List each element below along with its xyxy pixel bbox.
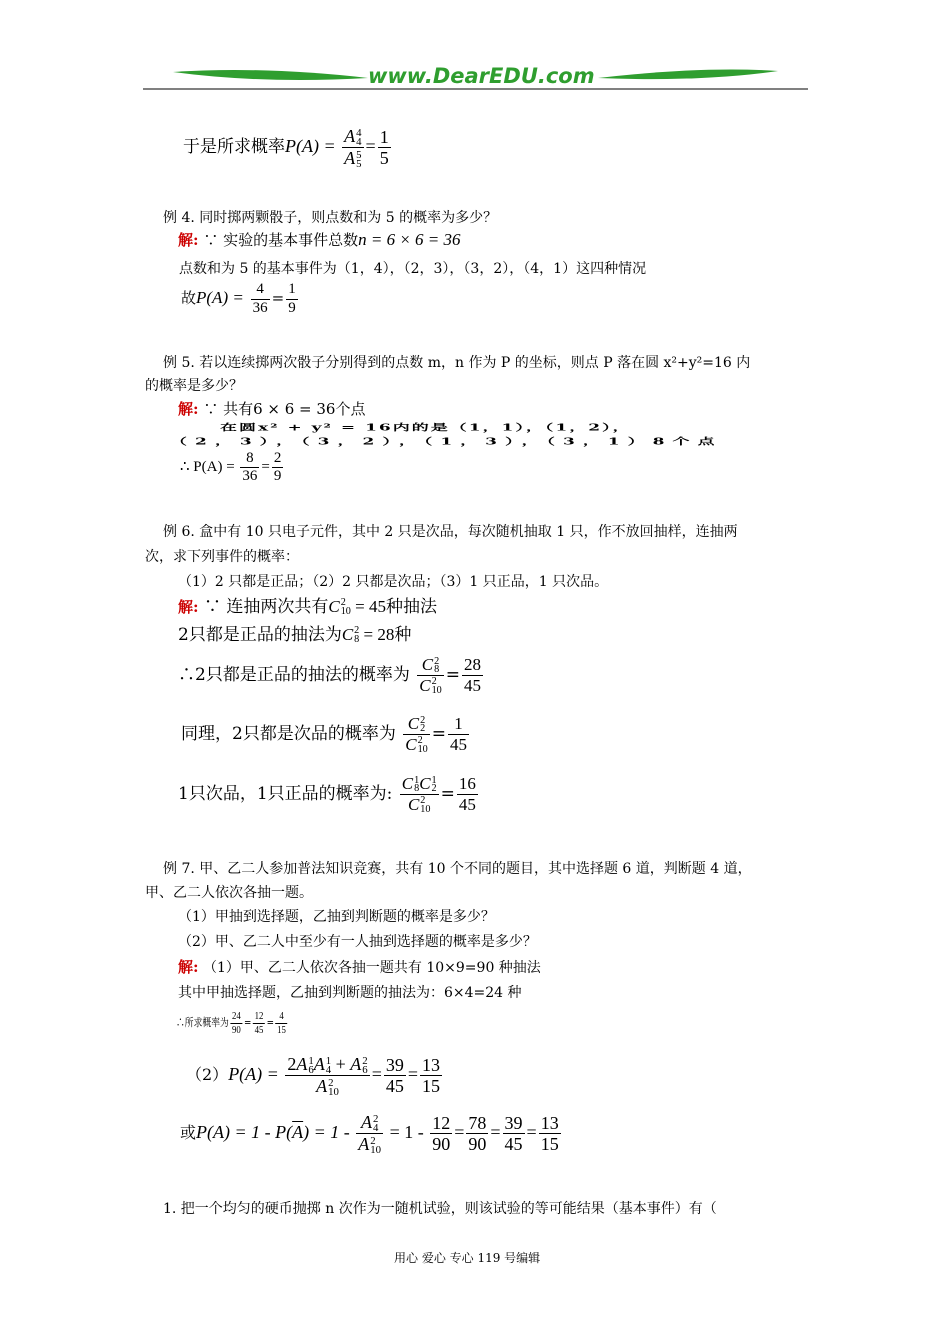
ex7-frac-line4: 2A 1 6 A 1 4 + A 2 6 A 2 10 — [287, 1054, 368, 1099]
ex7-frac-line4-3: $\frac{13}{15}$ — [422, 1054, 440, 1097]
ex7-question-1: 例 7. 甲、乙二人参加普法知识竞赛，共有 10 个不同的题目，其中选择题 6 道，判断题 4 道， — [163, 861, 752, 877]
ex5-question-2: 的概率是多少？ — [145, 378, 243, 394]
ex7-line5: 或$P(A) = 1 - P(\overline{A}) = 1$ - A 2 4 A 2 10 = 1 - $\frac{12}{90}$ = $\frac{78}{90}$ = $\frac{39}{45}$ = $\frac{13}{15}$ — [180, 1112, 559, 1157]
ex5-line4: ∴ P(A) = $\frac{8}{36}$ = $\frac{2}{9}$ — [180, 449, 282, 485]
ex7-sub-2: （2）甲、乙二人中至少有一人抽到选择题的概率是多少？ — [178, 934, 537, 950]
result-text: 于是所求概率 — [183, 137, 285, 157]
ex6-line3: ∴2只都是正品的抽法的概率为 C 2 8 C 2 10 = $\frac{28}{45}$ — [178, 655, 482, 697]
ex6-frac-line4: C 2 2 C 2 10 — [405, 714, 428, 756]
header-banner — [143, 62, 808, 92]
ex6-frac-line5: C 1 8 C 1 2 C 2 10 — [401, 774, 437, 816]
ex6-frac-line5-result: $\frac{16}{45}$ — [458, 774, 476, 814]
ex7-line4: （2）P(A) = 2A 1 6 A 1 4 + A 2 6 A 2 10 = $\frac{39}{45}$ = $\frac{13}{15}$ — [186, 1054, 440, 1099]
result-frac-1: A 4 4 A 5 5 — [344, 126, 362, 171]
ex4-line2: 点数和为 5 的基本事件为（1，4），（2，3），（3，2），（4，1）这四种情况 — [179, 261, 647, 277]
ex7-frac-line5-a: A 2 4 A 2 10 — [358, 1112, 382, 1157]
ex7-line3: ∴所求概率为 $\frac{24}{90}$ = $\frac{12}{45}$ = $\frac{4}{15}$ — [176, 1009, 286, 1036]
ex4-frac-2: $\frac{1}{9}$ — [288, 281, 296, 316]
ex7-sub-1: （1）甲抽到选择题，乙抽到判断题的概率是多少？ — [178, 909, 495, 925]
ex4-frac-1: $\frac{4}{36}$ — [252, 281, 268, 316]
footer-text: 用心 爱心 专心 119 号编辑 — [394, 1251, 541, 1265]
ex5-frac-2: $\frac{2}{9}$ — [273, 449, 282, 485]
ex7-line2: 其中甲抽选择题，乙抽到判断题的抽法为：6×4=24 种 — [178, 985, 522, 1001]
ex5-question-1: 例 5. 若以连续掷两次骰子分别得到的点数 m，n 作为 P 的坐标，则点 P 落在圆 x²+y²=16 内 — [163, 355, 751, 371]
ex4-line3: 故P(A) = $\frac{4}{36}$ = $\frac{1}{9}$ — [181, 281, 296, 316]
solve-label: 解: — [178, 231, 199, 249]
ex7-question-2: 甲、乙二人依次各抽一题。 — [145, 885, 313, 901]
ex6-frac-line3: C 2 8 C 2 10 — [419, 655, 442, 697]
ex7-line1: 解: （1）甲、乙二人依次各抽一题共有 10×9=90 种抽法 — [178, 958, 541, 976]
ex6-frac-line3-result: $\frac{28}{45}$ — [464, 655, 482, 695]
result-lhs: P(A) = — [285, 136, 336, 156]
result-line: 于是所求概率P(A) = A 4 4 A 5 5 = $\frac{1}{5}$ — [183, 126, 389, 171]
solve-label: 解: — [178, 400, 199, 418]
solve-label: 解: — [178, 958, 199, 976]
result-frac-2: $\frac{1}{5}$ — [379, 126, 389, 169]
ex4-line1 — [178, 229, 461, 250]
ex6-frac-line4-result: $\frac{1}{45}$ — [450, 714, 468, 754]
ex4-question: 例 4. 同时掷两颗骰子，则点数和为 5 的概率为多少？ — [163, 210, 498, 226]
ex7-frac-line4-2: $\frac{39}{45}$ — [385, 1054, 404, 1097]
ex5-line2: 在圆x² + y² = 16内的是（1，1），（1，2）， — [220, 422, 632, 434]
ex6-question-2: 次，求下列事件的概率： — [145, 549, 299, 565]
ex6-question-1: 例 6. 盒中有 10 只电子元件，其中 2 只是次品，每次随机抽取 1 只，作不放回抽样，连抽两 — [163, 524, 738, 540]
ex6-line5: 1只次品，1只正品的概率为: C 1 8 C 1 2 C 2 10 = $\frac{16}{45}$ — [178, 774, 476, 816]
ex5-line1: 解: ∵ 共有6 × 6 = 36个点 — [178, 400, 366, 418]
solve-label: 解: — [178, 598, 199, 616]
ex4-line1-math: n = 6 × 6 = 36 — [358, 230, 461, 249]
ex6-line1: 解: ∵ 连抽两次共有C 2 10 = 45种抽法 — [178, 596, 437, 617]
ex6-question-3: （1）2 只都是正品；（2）2 只都是次品；（3）1 只正品，1 只次品。 — [178, 574, 609, 590]
ex5-line3: （2，3），（3，2），（1，3），（3，1）8个点 — [170, 436, 723, 448]
logo-text: www.DearEDU.com — [368, 64, 595, 88]
ex6-line4: 同理，2只都是次品的概率为 C 2 2 C 2 10 = $\frac{1}{45}$ — [181, 714, 468, 756]
ex6-line2: 2只都是正品的抽法为C 2 8 = 28种 — [178, 624, 412, 645]
ex4-line1-text: ∵ 实验的基本事件总数 — [203, 231, 359, 249]
ex5-frac-1: $\frac{8}{36}$ — [242, 449, 258, 485]
question-1: 1. 把一个均匀的硬币抛掷 n 次作为一随机试验，则该试验的等可能结果（基本事件）有（ — [163, 1201, 717, 1217]
